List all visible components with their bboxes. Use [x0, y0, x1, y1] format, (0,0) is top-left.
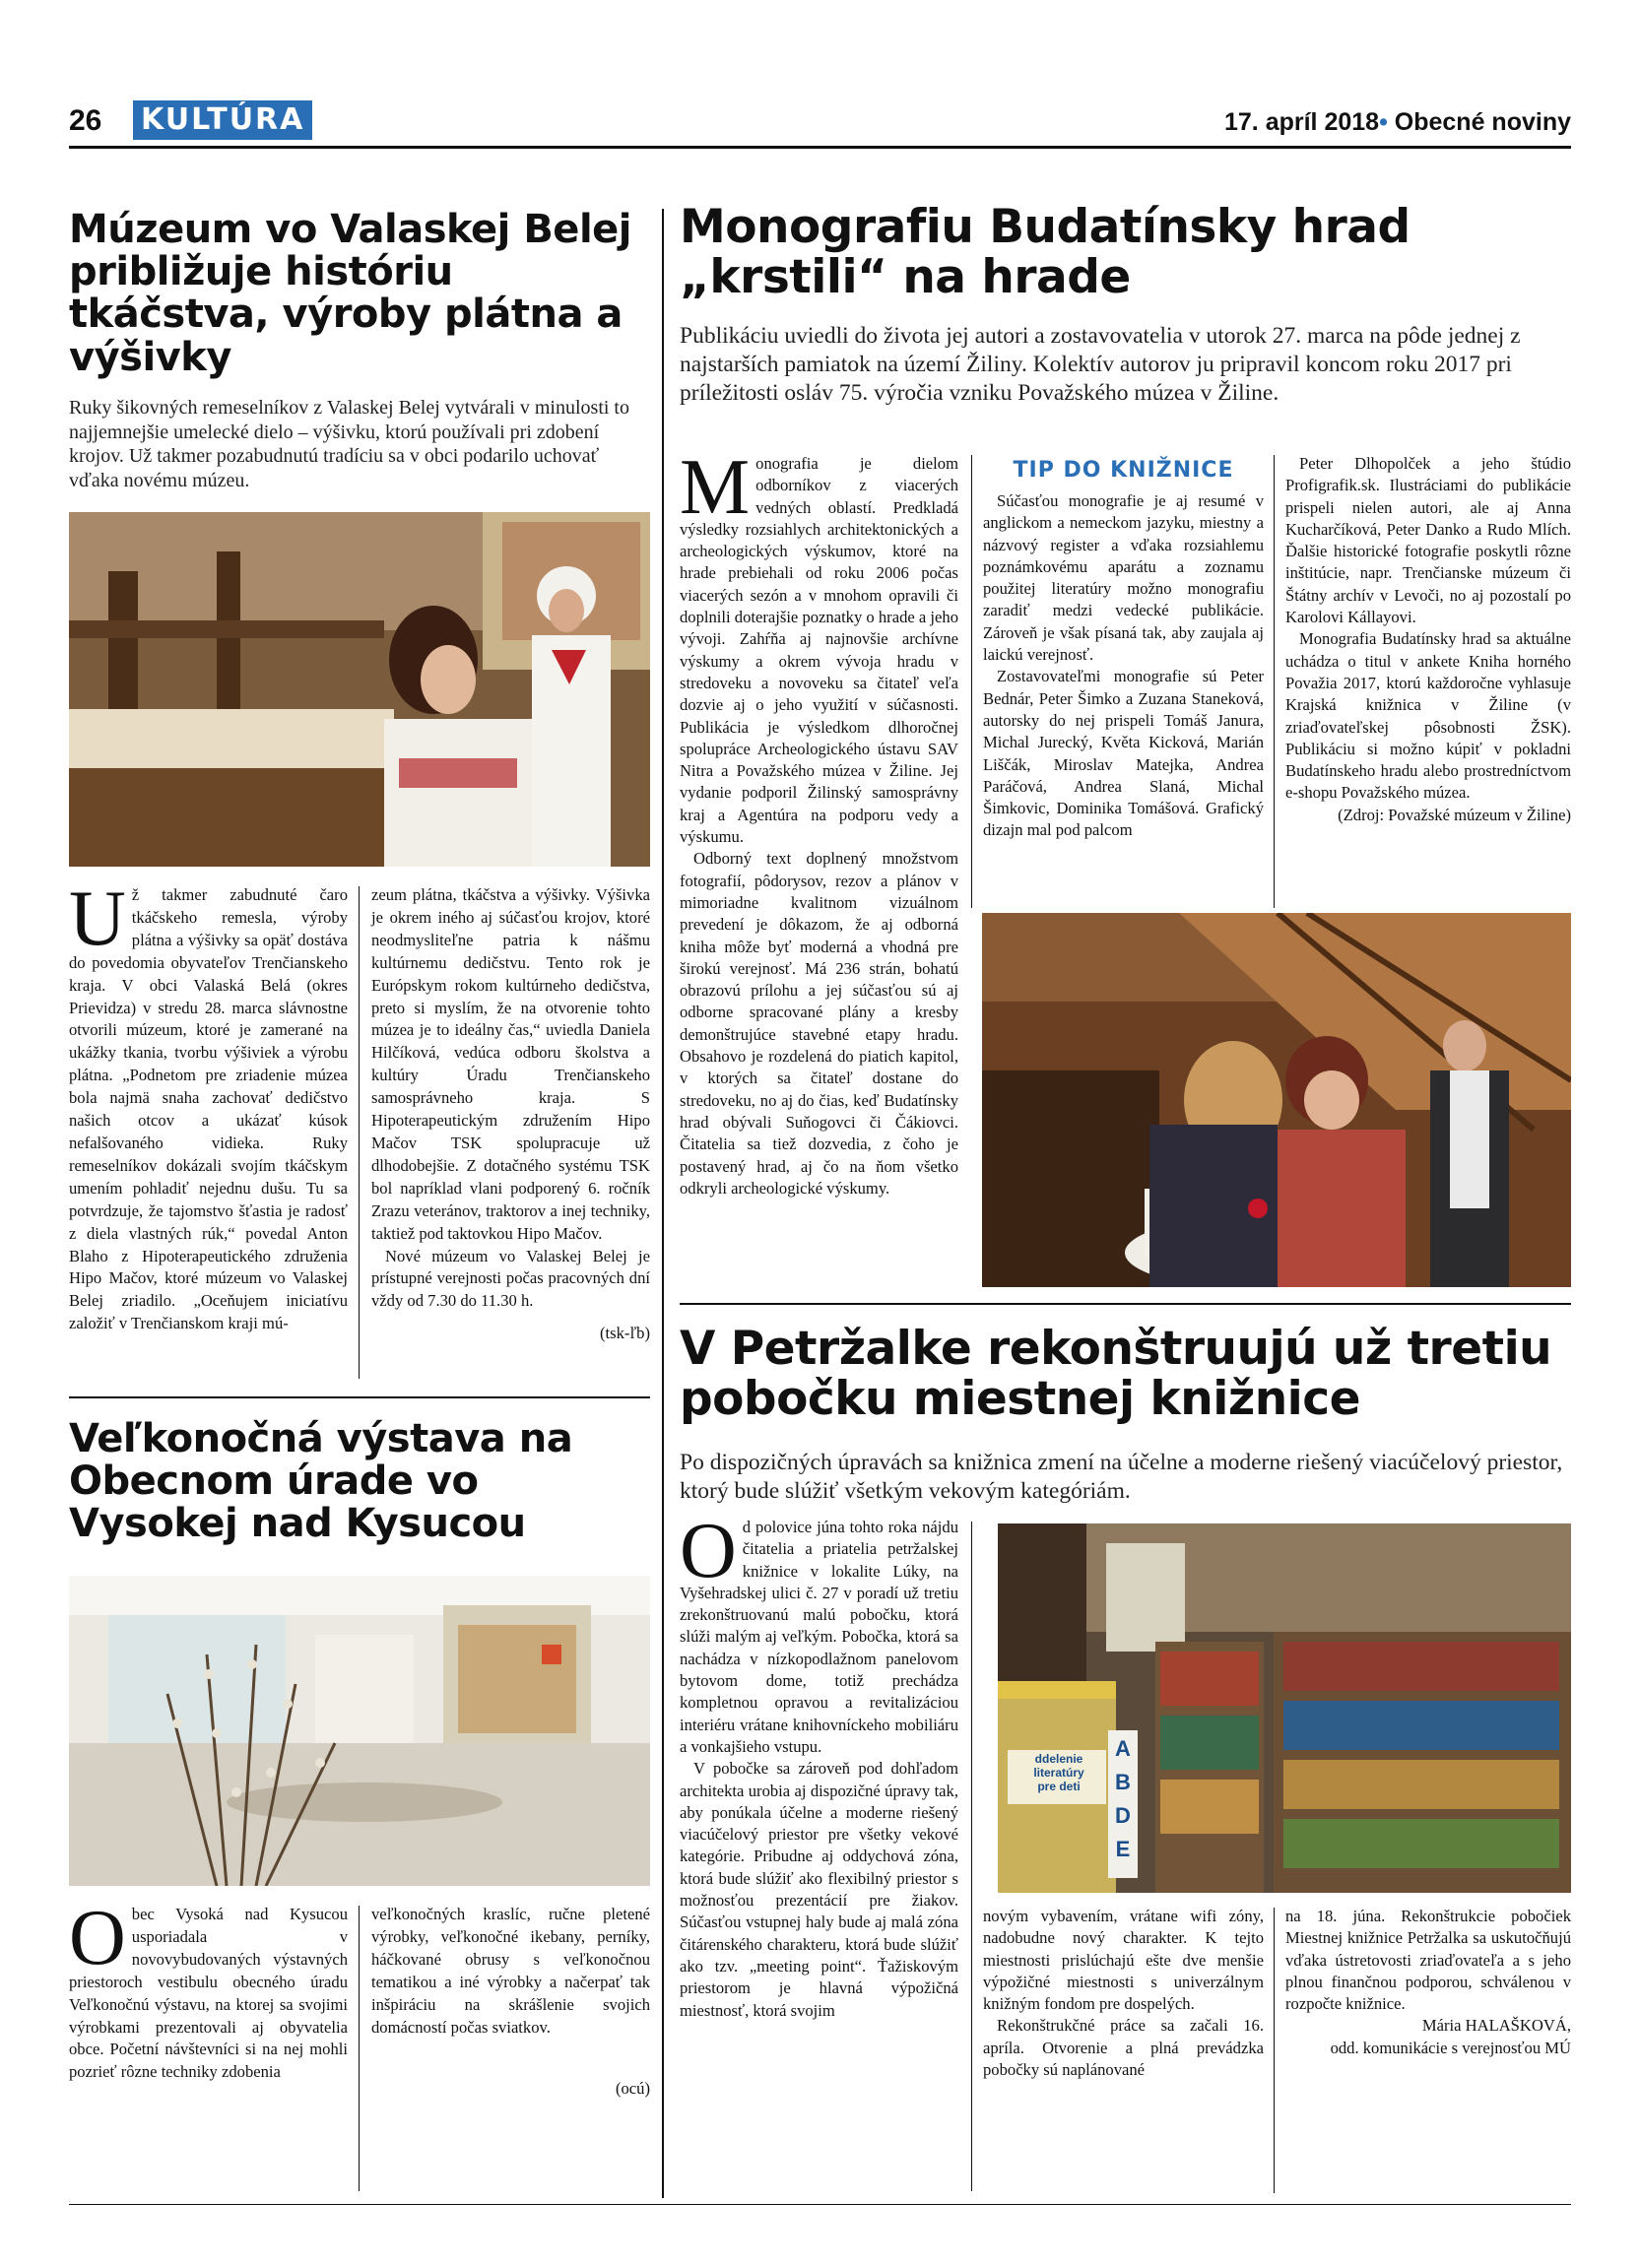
body-text: onografia je dielom odborníkov z viacerých vedných oblastí. Predkladá výsledky rozsiahlych architektonických a archeologických výskumov, ktoré na hrade prebiehali od roku 2006 počas viacerých sezón a v mnohom opravili či doplnili doterajšie poznatky o hrade a jeho vývoji. Zahŕňa aj najnovšie archívne výskumy a okrem vývoja hradu v stredoveku a novoveku sa čitateľ veľa dozvie aj o jeho využití v súčasnosti. Publikácia je výsledkom dlhoročnej spolupráce Archeologického ústavu SAV Nitra a Považského múzea v Žiline. Jej vydanie podporil Žilinský samosprávny kraj a Agentúra na podporu vedy a výskumu. [680, 454, 958, 847]
photo-weaving-loom [69, 512, 650, 867]
body-text: Nové múzeum vo Valaskej Belej je prístupné verejnosti počas pracovných dní vždy od 7.30 do 11.30 h. [371, 1246, 650, 1311]
photo-sign [1010, 1752, 1108, 1793]
signature-muzeum: (tsk-ľb) [600, 1324, 650, 1343]
body-text: Rekonštrukčné práce sa začali 16. apríla. Otvorenie a plná prevádzka pobočky sú naplánované [983, 2016, 1264, 2080]
header-masthead [1224, 108, 1571, 137]
photo-sign-letters [1111, 1732, 1135, 1866]
article-body-col1-velkonocna [69, 1895, 348, 2084]
issue-date: 17. apríl 2018 [1224, 108, 1380, 136]
header-rule [69, 146, 1571, 149]
signature-velkonocna: (ocú) [615, 2079, 650, 2099]
article-body-col3-monografia [1285, 453, 1571, 826]
article-body-col2-velkonocna [371, 1904, 650, 2101]
page-number: 26 [69, 104, 102, 137]
dropcap: M [680, 444, 751, 531]
body-text: Súčasťou monografie je aj resumé v anglickom a nemeckom jazyku, miestny a názvový register a vďaka rozsiahlemu poznámkovému aparátu a zoznamu použitej literatúry možno monografiu zaradiť medzi vedecké publikácie. Zároveň je však písaná tak, aby zaujala aj laickú verejnosť. [983, 491, 1264, 665]
body-text: bec Vysoká nad Kysucou usporiadala v novovybudovaných výstavných priestoroch vestibulu obecného úradu Veľkonočnú výstavu, na ktorej sa svojimi výrobkami prezentovali aj obyvatelia obce. Početní návštevníci si na nej mohli pozrieť rôzne techniky zdobenia [69, 1905, 348, 2082]
column-divider [662, 209, 664, 2198]
body-text: veľkonočných kraslíc, ručne pletené výrobky, veľkonočné ikebany, perníky, háčkované obrusy s veľkonočnou tematikou a iné výrobky a načerpať tak inšpiráciu na skrášlenie svojich domácností počas sviatkov. [371, 1905, 650, 2037]
footer-rule [69, 2204, 1571, 2205]
inner-divider [1274, 455, 1275, 908]
photo-letter: E [1115, 1837, 1131, 1861]
body-text: Odborný text doplnený množstvom fotografií, pôdorysov, rezov a plánov v mimoriadne kvalitnom vizuálnom prevedení je dôkazom, že aj odborná kniha môže byť moderná a vhodná pre širokú verejnosť. Má 236 strán, bohatú obrazovú prílohu a jej súčasťou sú aj odborne spracované plány a kresby demonštrujúce stavebné etapy hradu. Obsahovo je rozdelená do piatich kapitol, v ktorých sa čitateľ dostane do stredoveku, no aj do čias, keď Budatínsky hrad obývali Suňogovci či Čákiovci. Čitatelia sa tiež dozvedia, z čoho je postavený hrad, aj čo na ňom všetko odkryli archeologické výskumy. [680, 849, 958, 1198]
photo-sign-line: ddelenie literatúry [1033, 1752, 1084, 1780]
body-text: Peter Dlhopolček a jeho štúdio Profigrafik.sk. Ilustráciami do publikácie prispeli nielen autori, ale aj Anna Kucharčíková, Peter Danko a Rudo Mlích. Ďalšie historické fotografie poskytli rôzne inštitúcie, napr. Trenčianske múzeum či Štátny archív v Levoči, no aj pozostalí po Karolovi Kállayovi. [1285, 454, 1571, 627]
article-lead-muzeum: Ruky šikovných remeselníkov z Valaskej Belej vytvárali v minulosti to najjemnejšie umelecké dielo – výšivku, ktorú používali pri zdobení krojov. Už takmer pozabudnutú tradíciu sa v obci podarilo uchovať vďaka novému múzeu. [69, 397, 629, 491]
article-title-petrzalka: V Petržalke rekonštruujú už tretiu pobočku miestnej knižnice [680, 1322, 1552, 1426]
article-body-col2-monografia [983, 458, 1264, 842]
article-separator [680, 1303, 1571, 1305]
dropcap: U [69, 875, 126, 962]
photo-book-signing [982, 913, 1571, 1287]
inner-divider [971, 1522, 972, 2191]
inner-divider [971, 455, 972, 908]
article-body-col3-petrzalka [1285, 1906, 1571, 2059]
section-label: KULTÚRA [133, 100, 312, 140]
article-lead-petrzalka: Po dispozičných úpravách sa knižnica zmení na účelne a moderne riešený viacúčelový priestor, ktorý bude slúžiť všetkým vekovým kategóriám. [680, 1450, 1563, 1504]
article-lead-monografia: Publikáciu uviedli do života jej autori a zostavovatelia v utorok 27. marca na pôde jednej z najstarších pamiatok na území Žiliny. Kolektív autorov ju pripravil koncom roku 2017 pri príležitosti osláv 75. výročia vzniku Považského múzea v Žiline. [680, 323, 1521, 406]
photo-library-interior [998, 1523, 1571, 1893]
article-body-col1-muzeum [69, 875, 348, 1335]
author-role: odd. komunikácie s verejnosťou MÚ [1330, 2038, 1571, 2057]
article-body-col1-petrzalka [680, 1508, 958, 2022]
body-text: Zostavovateľmi monografie sú Peter Bednár, Peter Šimko a Zuzana Staneková, autorsky do nej prispeli Tomáš Janura, Michal Jurecký, Květa Kicková, Marián Liščák, Miroslav Matejka, Andrea Paráčová, Andrea Slaná, Michal Šimkovic, Dominika Tomášová. Grafický dizajn mal pod palcom [983, 667, 1264, 840]
inner-divider [359, 1906, 360, 2191]
body-text: zeum plátna, tkáčstva a výšivky. Výšivka je okrem iného aj súčasťou krojov, ktoré neodmysliteľne patria k nášmu kultúrnemu dedičstvu. Tento rok je Európskym rokom kultúrneho dedičstva, preto si myslím, že na otvorenie tohto múzea je to ideálny čas,“ uviedla Daniela Hilčíková, vedúca odboru školstva a kultúry Úradu Trenčianskeho samosprávneho kraja. S Hipoterapeutickým združením Hipo Mačov TSK spolupracuje už dlhodobejšie. Z dotačného systému TSK bol napríklad vlani podporený 6. ročník Zrazu veteránov, traktorov a inej techniky, taktiež pod taktovkou Hipo Mačov. [371, 885, 650, 1243]
body-text: ž takmer zabudnuté čaro tkáčskeho remesla, výroby plátna a výšivky sa opäť dostáva do povedomia obyvateľov Trenčianskeho kraja. V obci Valaská Belá (okres Prievidza) v stredu 28. marca slávnostne otvorili múzeum, ktoré je zamerané na ukážky tkania, tvorbu výšiviek a výrobu plátna. „Podnetom pre zriadenie múzea bola najmä snaha zachovať dedičstvo našich otcov a ukázať kúsok nefalšovaného vidieka. Ruky remeselníkov dokázali svojím tkáčskym umením pohladiť nejednu dušu. Tu sa potvrdzuje, že tajomstvo šťastia je radosť z diela vlastných rúk,“ povedal Anton Blaho z Hipoterapeutického združenia Hipo Mačov, ktoré múzeum vo Valaskej Belej zriadilo. „Oceňujem iniciatívu založiť v Trenčianskom kraji mú- [69, 885, 348, 1333]
article-body-col2-muzeum [371, 884, 650, 1345]
body-text: novým vybavením, vrátane wifi zóny, nadobudne nový charakter. K tejto miestnosti prislúchajú ešte dve menšie výpožičné miestnosti s univerzálnym knižným fondom pre dospelých. [983, 1907, 1264, 2014]
article-separator [69, 1396, 650, 1398]
photo-sign-line: pre deti [1037, 1780, 1081, 1793]
photo-letter: B [1115, 1770, 1131, 1794]
photo-letter: A [1115, 1736, 1131, 1761]
article-title-monografia: Monografiu Budatínsky hrad „krstili“ na hrade [680, 200, 1410, 304]
source-monografia: (Zdroj: Považské múzeum v Žiline) [1338, 805, 1571, 824]
photo-letter: D [1115, 1803, 1131, 1828]
article-body-col1-monografia [680, 444, 958, 1199]
inner-divider [1274, 1908, 1275, 2193]
article-title-muzeum: Múzeum vo Valaskej Belej približuje históriu tkáčstva, výroby plátna a výšivky [69, 207, 631, 380]
body-text: na 18. júna. Rekonštrukcie pobočiek Miestnej knižnice Petržalka sa uskutočňujú vďaka ústretovosti zriaďovateľa a s jeho plnou finančnou podporou, schválenou v rozpočte knižnice. [1285, 1907, 1571, 2014]
dropcap: O [680, 1508, 737, 1594]
photo-easter-exhibition [69, 1576, 650, 1886]
article-body-col2-petrzalka [983, 1906, 1264, 2081]
article-title-velkonocna: Veľkonočná výstava na Obecnom úrade vo Vysokej nad Kysucou [69, 1416, 573, 1547]
separator-dot: • [1379, 108, 1388, 136]
inner-divider [359, 886, 360, 1379]
dropcap: O [69, 1895, 126, 1981]
author-name: Mária HALAŠKOVÁ, [1421, 2016, 1571, 2036]
tip-label: TIP DO KNIŽNICE [1013, 458, 1234, 483]
body-text: d polovice júna tohto roka nájdu čitatelia a priatelia petržalskej knižnice v lokalite Lúky, na Vyšehradskej ulici č. 27 v poradí už tretiu zrekonštruovanú malú pobočku, ktorá slúži malým aj veľkým. Pobočka, ktorá sa nachádza v nízkopodlažnom panelovom bytovom dome, totiž prechádza kompletnou opravou a revitalizáciou interiéru vrátane knihovníckeho mobiliáru a vonkajšieho vstupu. [680, 1518, 958, 1756]
body-text: V pobočke sa zároveň pod dohľadom architekta urobia aj dispozičné úpravy tak, aby ponúkala účelne a moderne riešený viacúčelový priestor pre všetky vekové kategórie. Pribudne aj oddychová zóna, ktorá bude slúžiť ako flexibilný priestor s možnosťou prezentácií pre žiakov. Súčasťou vstupnej haly bude aj malá zóna čitárenského charakteru, ktorá bude slúžiť ako tzv. „meeting point“. Ťažiskovým priestorom je hlavná výpožičná miestnosť, ktorá svojim [680, 1759, 958, 2020]
newspaper-name: Obecné noviny [1394, 108, 1571, 136]
body-text: Monografia Budatínsky hrad sa aktuálne uchádza o titul v ankete Kniha horného Považia 2017, ktorú každoročne vyhlasuje Krajská knižnica v Žiline (v zriaďovateľskej pôsobnosti ŽSK). Publikáciu si možno kúpiť v pokladni Budatínskeho hradu alebo prostredníctvom e-shopu Považského múzea. [1285, 629, 1571, 803]
